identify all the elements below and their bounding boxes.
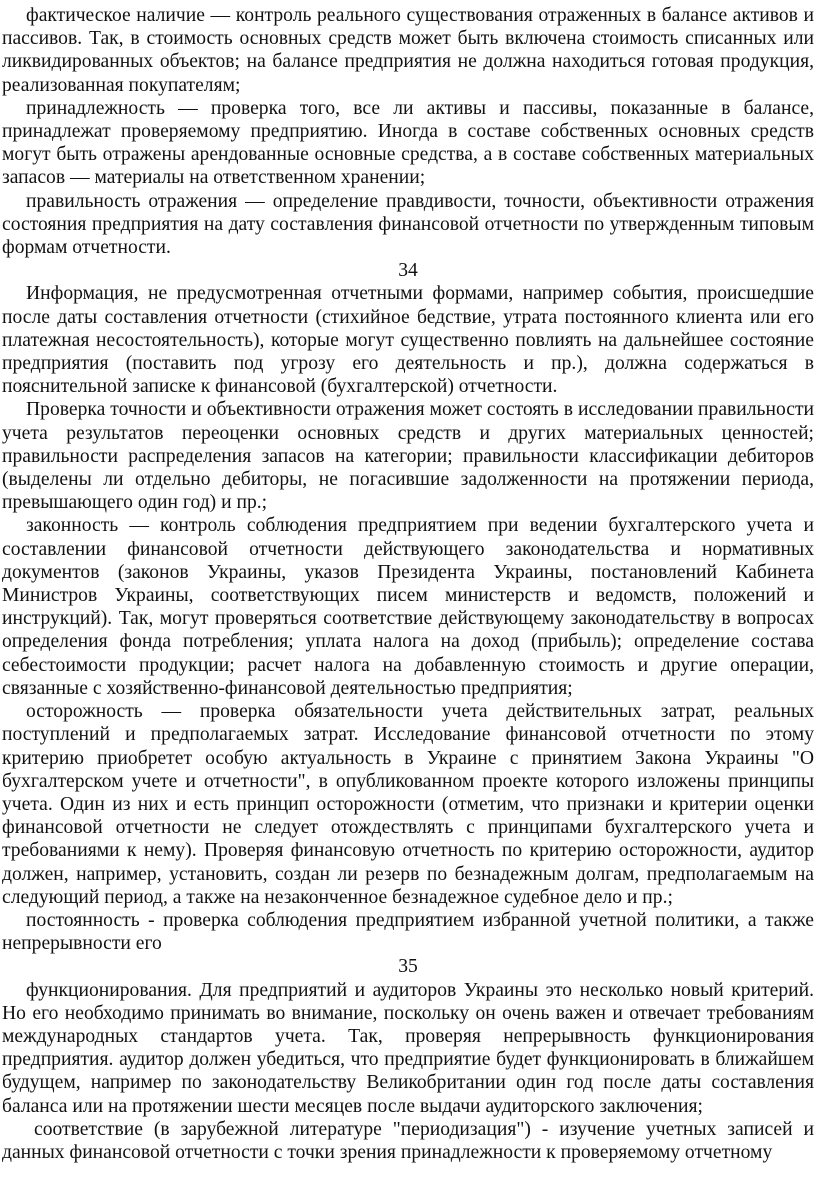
paragraph-ownership: принадлежность — проверка того, все ли активы и пассивы, показанные в балансе, принадлежат проверяемому предприятию. Иногда в составе собственных основных средств могут быть отражены арендованные основные средства, а в составе собственных материальных запасов — материалы на ответственном хранении;	[2, 97, 814, 189]
paragraph-prudence: осторожность — проверка обязательности учета действительных затрат, реальных поступлений и предполагаемых затрат. Исследование финансовой отчетности по этому критерию приобретет особую актуальность в Украине с принятием Закона Украины "О бухгалтерском учете и отчетности", в опубликованном проекте которого изложены принципы учета. Один из них и есть принцип осторожности (отметим, что признаки и критерии оценки финансовой отчетности не следует отождествлять с принципами бухгалтерского учета и требованиями к нему). Проверяя финансовую отчетность по критерию осторожности, аудитор должен, например, установить, создан ли резерв по безнадежным долгам, предполагаемым на следующий период, а также на незаконченное безнадежное судебное дело и пр.;	[2, 701, 814, 908]
paragraph-correct-reflection: правильность отражения — определение правдивости, точности, объективности отражения состояния предприятия на дату составления финансовой отчетности по утвержденным типовым формам отчетности.	[2, 190, 814, 259]
paragraph-accuracy-check: Проверка точности и объективности отражения может состоять в исследовании правильности учета результатов переоценки основных средств и других материальных ценностей; правильности распределения запасов на категории; правильности классификации дебиторов (выделены ли отдельно дебиторы, не погасившие задолженности на протяжении периода, превышающего один год) и пр.;	[2, 399, 814, 514]
paragraph-consistency: постоянность - проверка соблюдения предприятием избранной учетной политики, а также непрерывности его	[2, 909, 814, 955]
page-number-34: 34	[398, 260, 418, 282]
paragraph-functioning: функционирования. Для предприятий и аудиторов Украины это несколько новый критерий. Но его необходимо принимать во внимание, поскольку он очень важен и отвечает требованиям международных стандартов учета. Так, проверяя непрерывность функционирования предприятия. аудитор должен убедиться, что предприятие будет функционировать в ближайшем будущем, например по законодательству Великобритании один год после даты составления баланса или на протяжении шести месяцев после выдачи аудиторского заключения;	[2, 979, 814, 1117]
paragraph-information: Информация, не предусмотренная отчетными формами, например события, происшедшие после даты составления отчетности (стихийное бедствие, утрата постоянного клиента или его платежная несостоятельность), которые могут существенно повлиять на дальнейшее состояние предприятия (поставить под угрозу его деятельность и пр.), должна содержаться в пояснительной записке к финансовой (бухгалтерской) отчетности.	[2, 283, 814, 398]
paragraph-accrual: соответствие (в зарубежной литературе "периодизация") - изучение учетных записей и данных финансовой отчетности с точки зрения принадлежности к проверяемому отчетному	[2, 1118, 814, 1163]
page-number-35: 35	[398, 956, 418, 978]
paragraph-legality: законность — контроль соблюдения предприятием при ведении бухгалтерского учета и составлении финансовой отчетности действующего законодательства и нормативных документов (законов Украины, указов Президента Украины, постановлений Кабинета Министров Украины, соответствующих писем министерств и ведомств, положений и инструкций). Так, могут проверяться соответствие действующему законодательству в вопросах определения фонда потребления; уплата налога на доход (прибыль); определение состава себестоимости продукции; расчет налога на добавленную стоимость и другие операции, связанные с хозяйственно-финансовой деятельностью предприятия;	[2, 515, 814, 699]
paragraph-actual-existence: фактическое наличие — контроль реального существования отраженных в балансе активов и пассивов. Так, в стоимость основных средств может быть включена стоимость списанных или ликвидированных объектов; на балансе предприятия не должна находиться готовая продукция, реализованная покупателям;	[2, 5, 814, 96]
